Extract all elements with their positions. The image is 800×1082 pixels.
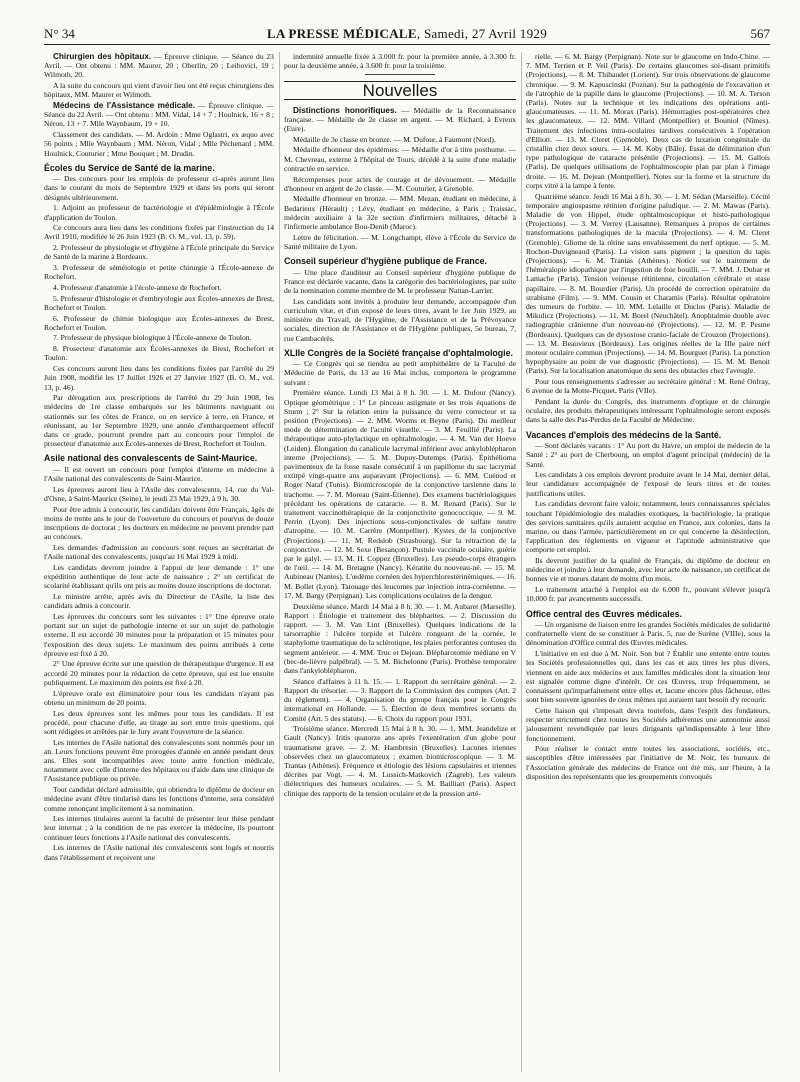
journal-name: LA PRESSE MÉDICALE	[266, 26, 417, 41]
paragraph: Par dérogation aux prescriptions de l'arrêté du 29 Juin 1908, les médecins de 1re classe embarqués sur les bâtiments naviguant ou stationnés sur les côtes de France, ou en service à terre, en France, et réunissant, au 1er Septembre 1929, une année d'embarquement effectif dans ce grade, pourront prendre part au concours pour l'emploi de prosecteur d'anatomie aux Écoles-annexes de Brest, Rochefort et Toulon.	[44, 393, 274, 449]
column-rule	[521, 52, 522, 1072]
paragraph: L'initiative en est due à M. Noir. Son but ? Établir une entente entre toutes les Sociétés professionnelles qui, dans les cas et aux titres les plus divers, viennent en aide aux médecins et aux familles médicales dont la situation leur est signalée comme digne d'intérêt. Or ces Œuvres, trop fréquemment, se connaissent qu'imparfaitement entre elles et, lacune encore plus fâcheuse, elles sont bien souvent ignorées de ceux mêmes qui auraient tant besoin d'y recourir.	[526, 649, 770, 705]
paragraph: Les épreuves du concours sont les suivantes : 1° Une épreuve orale portant sur un sujet de pathologie interne et sur un sujet de pathologie externe. Il est accordé 30 minutes pour la préparation et 15 minutes pour l'exposition des deux sujets. Le maximum des points attribués à cette épreuve est fixé à 20.	[44, 611, 274, 658]
paragraph: Médaille d'honneur en bronze. — MM. Mezan, étudiant en médecine, à Bedarieux (Hérault) ; Lévy, étudiant en médecine, à Paris ; Traissac, médecin auxiliaire à la 32e section d'infirmiers militaires, détaché à l'infirmerie ambulance Bou-Denib (Maroc).	[284, 194, 516, 232]
paragraph: Récompenses pour actes de courage et de dévouement. — Médaille d'honneur en argent de 2e classe. — M. Couturier, à Grenoble.	[284, 174, 516, 193]
paragraph: Pour tous renseignements s'adresser au secrétaire général : M. René Onfray, 6 avenue de la Motte-Picquet, Paris (VIIe).	[526, 377, 770, 396]
paragraph: Lettre de félicitation. — M. Longchampt, élève à l'École du Service de Santé militaire de Lyon.	[284, 232, 516, 251]
paragraph: Distinctions honorifiques. — Médaille de la Reconnaissance française. — Médaille de 2e classe en argent. — M. Richard, à Evreux (Eure).	[284, 105, 516, 134]
paragraph: Les candidats devront faire valoir, notamment, leurs connaissances spéciales touchant l'épidémiologie des maladies exotiques, la bactériologie, la pratique des services sanitaires qu'ils auraient acquise en France, aux colonies, dans la marine, ou dans l'armée, particulièrement en ce qui concerne la désinfection, l'application des règlements en vigueur et l'aptitude administrative que comporte cet emploi.	[526, 499, 770, 555]
paragraph: Les candidats devront joindre à l'appui de leur demande : 1° une expédition authentique de leur acte de naissance ; 2° un certificat de scolarité établissant qu'ils ont pris au moins douze inscriptions de doctorat.	[44, 562, 274, 591]
list-item: 8. Prosecteur d'anatomie aux Écoles-annexes de Brest, Rochefort et Toulon.	[44, 344, 274, 363]
paragraph: Ce concours aura lieu dans les conditions fixées par l'instruction du 14 Avril 1910, modifiée le 26 Juin 1923 (B. O. M., vol. 13, p. 59).	[44, 223, 274, 242]
paragraph: Les deux épreuves sont les mêmes pour tous les candidats. Il est procédé, pour chacune d'elle, au tirage au sort entre trois questions, qui sont rédigées et arrêtées par le Jury avant l'ouverture de la séance.	[44, 708, 274, 736]
paragraph: Chirurgien des hôpitaux. — Épreuve clinique. — Séance du 23 Avril. — Ont obtenu : MM. Maurer, 20 ; Oberlin, 20 ; Leibovici, 19 ; Wilmoth, 20.	[44, 52, 274, 80]
page-number: 567	[750, 26, 770, 41]
paragraph: — Des concours pour les emplois de professeur ci-après auront lieu dans le courant du mois de Septembre 1929 et dans les ports qui seront désignés ultérieurement.	[44, 174, 274, 202]
paragraph: — Il est ouvert un concours pour l'emploi d'interne en médecine à l'Asile national des convalescents de Saint-Maurice.	[44, 464, 274, 484]
heading-chirurgien: Chirurgien des hôpitaux.	[53, 52, 152, 61]
paragraph: — Un organisme de liaison entre les grandes Sociétés médicales de solidarité confraternelle vient de se constituer à Paris, 5, rue de Surène (VIIIe), sous la dénomination d'Office central des Œuvres médicales.	[526, 620, 770, 648]
paragraph: indemnité annuelle fixée à 3.000 fr. pour la première année, à 3.300 fr. pour la deuxième année, à 3.600 fr. pour la troisième.	[284, 52, 516, 71]
list-item: 6. Professeur de chimie biologique aux Écoles-annexes de Brest, Rochefort et Toulon.	[44, 313, 274, 332]
paragraph: Les candidats à ces emplois devront produire avant le 14 Mai, dernier délai, leur candidature accompagnée de l'exposé de leurs titres et de toutes justifications utiles.	[526, 470, 770, 498]
paragraph: Quatrième séance. Jeudi 16 Mai à 8 h. 30. — 1. M. Sédan (Marseille). Cécité temporaire angiospasme rétinien d'origine paludique. — 2. M. Mawas (Paris). Maladie de von Hippel, étude ophtalmoscopique et histo-pathologique (Projections). — 3. M. Verrey (Lausanne). Remarques à propos de certaines transformations pathologiques de la macula (Projections). — 4. M. Cleret (Grenoble). Gliome de la rétine sans envahissement du nerf optique. — 5. M. Rochon-Duvigneaud (Paris). La vision sans pigment ; la question du tapis (Projections). — 6. M. Trantas (Athènes). Notice sur le traitement de l'héméralopie idiopathique par l'ingestion de foie bouilli. — 7. MM. J. Dubar et Lamache (Paris). Tension veineuse rétinienne, circulation cérébrale et stase papillaire. — 8. M. Bourdier (Paris). Un procédé de correction opératoire du strabisme (Film). — 9. MM. Cousin et Charamis (Paris). Résultat opératoire des tumeurs de l'orbite. — 10. MM. Lelaille et Duclos (Paris). Maladie de Mikulicz (Projections). — 11. M. Borel (Neuchâtel). Anophtalmie double avec radiographie crânienne d'un nouveau-né (Projections). — 12. M. P. Pesme (Bordeaux). Quelques cas de dysostose cranio-faciale de Crouzon (Projections). — 13. M. Beauvieux (Bordeaux). Les origines réelles de la IIIe paire nerf moteur oculaire commun (Projections). — 14. M. Bourguet (Paris). La ponction hypophysaire au point de vue diagnostic (Projections). — 15. M. M. Benoit (Paris). Sur la localisation anatomique du sens des obstacles chez l'aveugle.	[526, 191, 770, 376]
paragraph: Première séance. Lundi 13 Mai à 8 h. 30. — 1. M. Dufour (Nancy). Optique géométrique : 1° Le pinceau astigmate et les trois équations de Sturm ; 2° Sur la relation entre la puissance du verre correcteur et sa position (Projections). — 2. MM. Worms et Beyne (Paris). Du meilleur mode de détermination de l'acuité visuelle. — 3. M. Feuillié (Paris). La thérapeutique auto-phylactique en ophtalmologie. — 4. M. Van der Hoeve (Leiden). Élongation du canalicule lacrymal inférieur avec ankyloblépharon interne (Projections). — 5. M. Dupuy-Dutemps (Paris). Épithélioma pavimenteux de la fosse nasale consécutif à un papillome du sac lacrymal extirpé vingt-quatre ans auparavant (Projections). — 6. MM. Cuénod et Roger Nataf (Tunis). Biomicroscopie de la conjonctive tarsienne dans le trachome. — 7. M. Moreau (Saint-Étienne). Des examens bactériologiques précédant les opérations de cataracte. — 8. M. Renard (Paris). Sur le traitement vaccinothérapique de la conjonctivite gonococcique. — 9. M. Perrin (Lyon). Des injections sous-conjonctivales de sulfate neutre d'atropine. — 10. M. Carrère (Montpellier). Kystes de la conjonctive (Projections). — 11. M. Redslob (Strasbourg). Sur la rétraction de la conjonctive. — 12. M. Sexe (Besançon). Pustule vaccinale oculaire, guérie par le galyl. — 13. M. H. Coppez (Bruxelles). Les pseudo-corps étrangers de l'œil. — 14. M. Bretagne (Nancy). Kératite du nouveau-né. — 15. M. Aubineau (Nantes). L'œdème cornéen des hyperchlorestérinémiques. — 16. M. Bollet (Lyon). Tatouage des leucomes par injection intra-cornéenne. — 17. M. Bargy (Perpignan). Les complications oculaires de la dengue.	[284, 388, 516, 600]
paragraph: — Sont déclarés vacants : 1° Au port du Havre, un emploi de médecin de la Santé ; 2° au port de Cherbourg, un emploi d'agent principal (médecin) de la Santé.	[526, 441, 770, 469]
paragraph: Tout candidat déclaré admissible, qui obtiendra le diplôme de docteur en médecine avant d'être titularisé dans les fonctions d'interne, sera considéré comme renonçant implicitement à sa nomination.	[44, 785, 274, 813]
issue-date: , Samedi, 27 Avril 1929	[416, 26, 548, 41]
paragraph: Les internes titulaires auront la faculté de présenter leur thèse pendant leur internat ; à la condition de ne pas exercer la médecine, ils pourront continuer leurs fonctions à l'Asile national des convalescents.	[44, 814, 274, 842]
paragraph: Séance d'affaires à 11 h. 15. — 1. Rapport du secrétaire général. — 2. Rapport du trésorier. — 3. Rapport de la Commission des comptes (Art. 2 du règlement). — 4. Organisation du groupe français pour le Congrès international en Hollande. — 5. Élection de deux membres sortants du Comité (Art. 5 des statuts). — 6. Choix du rapport pour 1931.	[284, 676, 516, 723]
paragraph: Les épreuves auront lieu à l'Asile des convalescents, 14, rue du Val-d'Osne, à Saint-Maurice (Seine), le jeudi 23 Mai 1929, à 9 h. 30.	[44, 484, 274, 504]
paragraph: A la suite du concours qui vient d'avoir lieu ont été reçus chirurgiens des hôpitaux, MM. Maurer et Wilmoth.	[44, 81, 274, 100]
paragraph: Deuxième séance. Mardi 14 Mai à 8 h. 30. — 1. M. Aubaret (Marseille). Rapport : Étiologie et traitement des blépharites. — 2. Discussion du rapport. — 3. M. Van Lint (Bruxelles). Quelques indications de la tarsorraphie : l'ulcère torpide et l'ulcère rongeant de la cornée, le staphylome traumatique de la sclérotique, les plaies perforantes contuses du segment antérieur. — 4. MM. Truc et Dejean. Blépharotomie médiane en V (bec-de-lièvre palpébral). — 5. M. Bichelonne (Paris). Prothèse temporaire dans l'ankyloblépharon.	[284, 601, 516, 675]
column-middle	[284, 52, 516, 1072]
heading-distinctions: Distinctions honorifiques.	[293, 105, 397, 115]
list-item: 7. Professeur de physique biologique à l'École-annexe de Toulon.	[53, 333, 252, 343]
heading-asile: Asile national des convalescents de Saint-Maurice.	[44, 453, 258, 464]
issue-number: N° 34	[44, 26, 75, 41]
paragraph: Troisième séance. Mercredi 15 Mai à 8 h. 30. — 1. MM. Jeandelize et Gault (Nancy). Iritis quatorze ans après l'exentération d'un globe pour traumatisme grave. — 2. M. Hambresin (Bruxelles). Lacunes iriennes observées chez un glaucomateux ; examen biomicroscopique. — 3. M. Trantas (Athènes). Fréquence et étiologie des lésions capsulaires et iriennes décrites par Vogt. — 4. M. Lussich-Matkovich (Zagreb). Les valeurs diélectriques des humeurs oculaires. — 5. M. Bailliart (Paris). Aspect clinique des rapports de la tension oculaire et de la pression arté-	[284, 724, 516, 798]
paragraph: Les internes de l'Asile national des convalescents sont nommés pour un an. Leurs fonctions peuvent être prorogées d'année en année pendant deux ans. Elles sont incompatibles avec toute autre fonction médicale, notamment avec celle d'interne des hôpitaux ou d'aide dans une clinique de l'Assistance publique ou privée.	[44, 737, 274, 784]
column-rule	[279, 52, 280, 1072]
paragraph: Les internes de l'Asile national des convalescents sont logés et nourris dans l'établissement et reçoivent une	[44, 843, 274, 862]
paragraph: — Une place d'auditeur au Conseil supérieur d'hygiène publique de France est déclarée vacante, dans la catégorie des bactériologistes, par suite de la nomination comme membre de M. le professeur Nattan-Larrier.	[284, 267, 516, 296]
paragraph: Le traitement attaché à l'emploi est de 6.000 fr., pouvant s'élever jusqu'à 10.000 fr. par avancements successifs.	[526, 585, 770, 604]
paragraph: rielle. — 6. M. Bargy (Perpignan). Note sur le glaucome en Indo-Chine. — 7. MM. Terrien et P. Veil (Paris). De certains glaucomes soi-disant primitifs (Projections). — 8. M. Thibaudet (Lorient). Sur trois observations de glaucome chronique. — 9. M. Kapuscinski (Poznan). Sur la pathogénie de l'excavation et de l'atrophie de la papille dans le glaucome (Projections). — 10. M. A. Terson (Paris). Notes sur la technique et les indications des opérations anti-glaucomateuses. — 11. M. Morax (Paris). Hémorragies post-opératoires chez les glaucomateux. — 12. MM. Villard (Montpellier) et Bouniol (Nîmes). Traitement des infections intra-oculaires tardives consécutives à l'opération d'Elliott. — 13. M. Cleret (Grenoble). Deux cas de luxation congénitale du cristallin chez deux sœurs. — 14. M. Koby (Bâle). Essai de délimitation d'un type pathologique de cataracte présénile (Projections). — 15. M. Gallois (Paris). De quelques utilisations de l'ophtalmoscopie plan par plan à l'image droite. — 16. M. Dejean (Montpellier). Notes sur la forme et la structure du corps vitré à la lampe à fente.	[526, 52, 770, 190]
paragraph: Pour réaliser le contact entre toutes les associations, sociétés, etc., susceptibles d'être intéressées par l'initiative de M. Noir, les bureaux de l'Association générale des médecins de France ont été mis, sur l'heure, à la disposition des représentants que les groupements convoqués	[526, 744, 770, 781]
paragraph: Médecins de l'Assistance médicale. — Épreuve clinique. — Séance du 22 Avril. — Ont obtenu : MM. Vidal, 14 + 7 ; Houlnick, 16 + 8 ; Néron, 13 + 7. Mlle Waynbaum, 19 + 10.	[44, 101, 274, 129]
paragraph: Le ministre arrête, après avis du Directeur de l'Asile, la liste des candidats admis à concourir.	[44, 592, 274, 611]
paragraph: L'épreuve orale est éliminatoire pour tous les candidats n'ayant pas obtenu un minimum de 20 points.	[44, 688, 274, 707]
list-item: 5. Professeur d'histologie et d'embryologie aux Écoles-annexes de Brest, Rochefort et Toulon.	[44, 293, 274, 312]
section-title-nouvelles: Nouvelles	[284, 81, 516, 99]
paragraph: Cette liaison qui s'imposait devra toutefois, dans l'esprit des fondateurs, respecter strictement chez toutes les Sociétés adhérentes une autonomie aussi jalousement revendiquée par leurs dirigeants qu'indispensable à leur libre fonctionnement.	[526, 705, 770, 743]
paragraph: Pendant la durée du Congrès, des instruments d'optique et de chirurgie oculaire, des produits thérapeutiques intéressant l'ophtalmologie seront exposés dans la salle des Pas-Perdus de la Faculté de Médecine.	[526, 397, 770, 425]
paragraph: 2° Une épreuve écrite sur une question de thérapeutique d'urgence. Il est accordé 20 minutes pour la rédaction de cette épreuve, qui est lue ensuite publiquement. Le maximum des points est fixé à 20.	[44, 659, 274, 687]
column-right	[526, 52, 770, 1072]
list-item: 4. Professeur d'anatomie à l'école-annexe de Rochefort.	[53, 282, 222, 292]
list-item: 2. Professeur de physiologie et d'hygiène à l'École principale du Service de Santé de la marine à Bordeaux.	[44, 243, 274, 262]
list-item: 3. Professeur de séméiologie et petite chirurgie à l'École-annexe de Rochefort.	[44, 263, 274, 282]
running-title	[44, 26, 770, 42]
page-header	[44, 26, 770, 45]
paragraph: Les candidats sont invités à produire leur demande, accompagnée d'un curriculum vitæ, et d'un exposé de leurs titres, avant le 1er Juin 1929, au ministère du Travail, de l'Hygiène, de l'Assistance et de la Prévoyance sociales, direction de l'Assistance et de l'Hygiène publiques, 5e bureau, 7, rue Cambacérès.	[284, 296, 516, 343]
heading-congres-ophtalmologie: XLIIe Congrès de la Société française d'ophtalmologie.	[284, 347, 513, 358]
divider	[365, 74, 435, 75]
paragraph: Médaille d'honneur des épidémies. — Médaille d'or à titre posthume. — M. Chevreau, externe à l'hôpital de Tours, décédé à la suite d'une maladie contractée en service.	[284, 145, 516, 173]
heading-marine: Écoles du Service de Santé de la marine.	[44, 162, 215, 173]
paragraph: Ces concours auront lieu dans les conditions fixées par l'arrêté du 29 Juin 1908, modifié les 17 Juillet 1926 et 27 Janvier 1927 (B. O. M., vol. 13, p. 46).	[44, 364, 274, 392]
list-item: 1. Adjoint au professeur de bactériologie et d'épidémiologie à l'École d'application de Toulon.	[44, 203, 274, 222]
paragraph: Les demandes d'admission au concours sont reçues au secrétariat de l'Asile national des convalescents, jusqu'au 16 Mai 1929 à midi.	[44, 543, 274, 562]
column-left	[44, 52, 274, 1072]
paragraph: Médaille de 3e classe en bronze. — M. Dufour, à Faumont (Nord).	[293, 134, 496, 144]
paragraph: Pour être admis à concourir, les candidats doivent être Français, âgés de moins de trente ans le jour de l'ouverture du concours et pourvus de douze inscriptions de doctorat ; les docteurs en médecine ne peuvent prendre part au concours.	[44, 504, 274, 542]
heading-office-central: Office central des Œuvres médicales.	[526, 608, 682, 619]
heading-conseil: Conseil supérieur d'hygiène publique de France.	[284, 256, 487, 267]
heading-vacances-emplois: Vacances d'emplois des médecins de la Santé.	[526, 429, 722, 440]
heading-assistance: Médecins de l'Assistance médicale.	[53, 101, 195, 111]
paragraph: Classement des candidats. — M. Ardoin ; Mme Oglastri, ex æquo avec 56 points ; Mlle Waynbaum ; MM. Néron, Vidal ; Mlle Péchenard ; MM. Houlnick, Couturier ; Mme Bouquet ; M. Drudin.	[44, 130, 274, 158]
paragraph: Ils devront justifier de la qualité de Français, du diplôme de docteur en médecine et joindre à leur demande, avec leur acte de naissance, un certificat de bonnes vie et mœurs datant de moins d'un mois.	[526, 556, 770, 584]
paragraph: — Ce Congrès qui se tiendra au petit amphithéâtre de la Faculté de Médecine de Paris, du 13 au 16 Mai inclus, comportera le programme suivant :	[284, 359, 516, 387]
